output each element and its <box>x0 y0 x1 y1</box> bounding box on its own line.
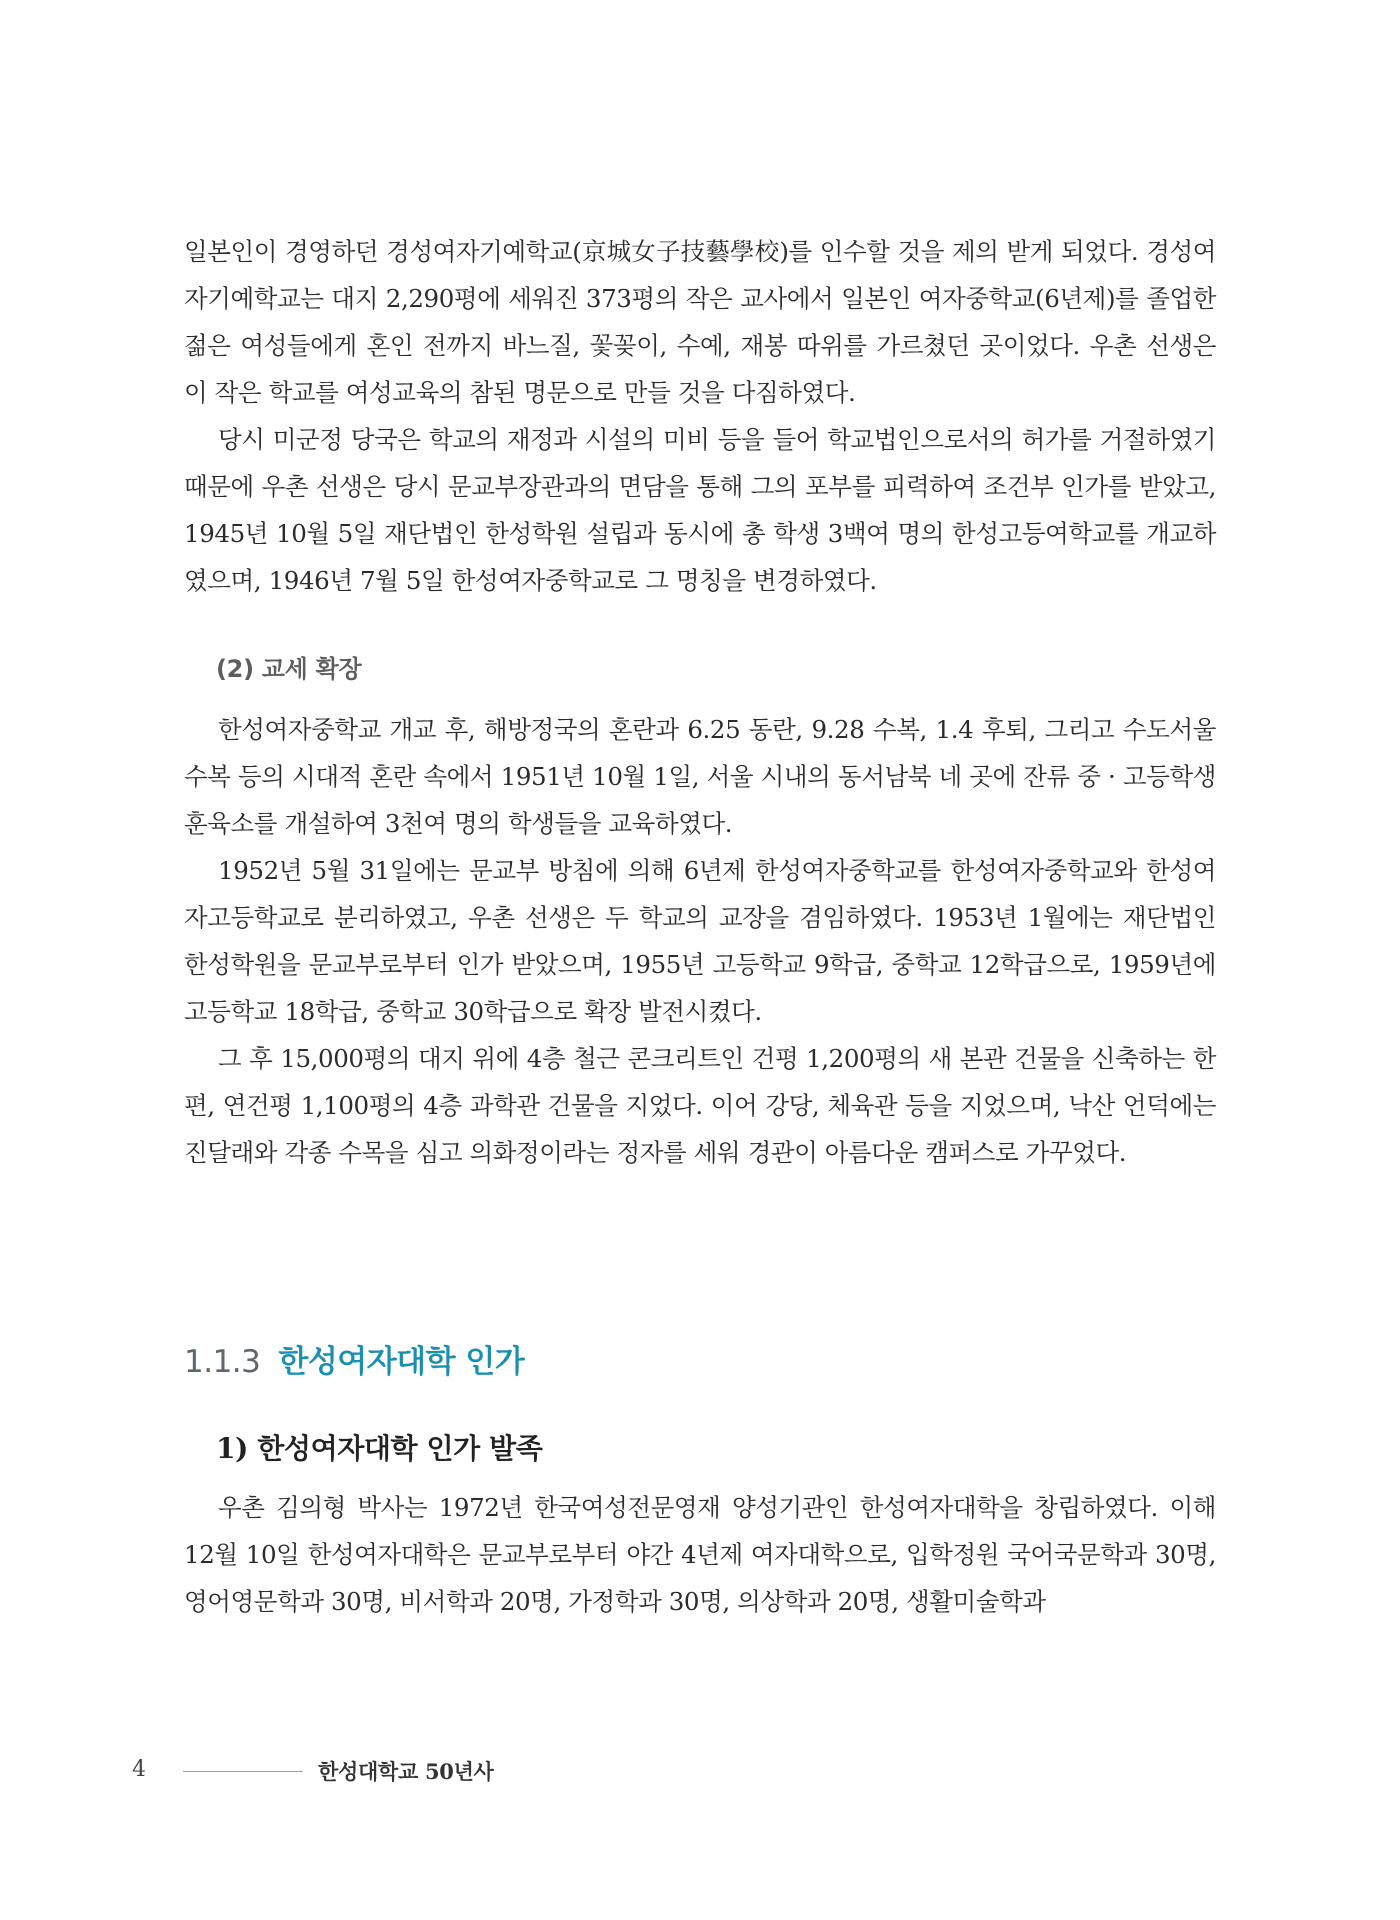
paragraph: 우촌 김의형 박사는 1972년 한국여성전문영재 양성기관인 한성여자대학을 창립하였다. 이해 12월 10일 한성여자대학은 문교부로부터 야간 4년제 여자대학으로, 입학정원 국어국문학과 30명, 영어영문학과 30명, 비서학과 20명, 가정학과 30명, 의상학과 20명, 생활미술학과 <box>184 1493 1216 1616</box>
body-text-block-1 <box>184 228 1216 604</box>
page-number: 4 <box>132 1757 146 1782</box>
section-heading <box>184 1336 524 1381</box>
body-text-block-2 <box>184 706 1216 1176</box>
subheading-approval: 1) 한성여자대학 인가 발족 <box>216 1432 543 1465</box>
paragraph: 1952년 5월 31일에는 문교부 방침에 의해 6년제 한성여자중학교를 한성여자중학교와 한성여자고등학교로 분리하였고, 우촌 선생은 두 학교의 교장을 겸임하였다. 1953년 1월에는 재단법인 한성학원을 문교부로부터 인가 받았으며, 1955년 고등학교 9학급, 중학교 12학급으로, 1959년에 고등학교 18학급, 중학교 30학급으로 확장 발전시켰다. <box>184 856 1216 1026</box>
paragraph: 한성여자중학교 개교 후, 해방정국의 혼란과 6.25 동란, 9.28 수복, 1.4 후퇴, 그리고 수도서울수복 등의 시대적 혼란 속에서 1951년 10월 1일, 서울 시내의 동서남북 네 곳에 잔류 중 · 고등학생 훈육소를 개설하여 3천여 명의 학생들을 교육하였다. <box>184 715 1216 838</box>
section-number: 1.1.3 <box>184 1344 261 1380</box>
body-text-block-3 <box>184 1484 1216 1625</box>
paragraph: 그 후 15,000평의 대지 위에 4층 철근 콘크리트인 건평 1,200평의 새 본관 건물을 신축하는 한편, 연건평 1,100평의 4층 과학관 건물을 지었다. 이어 강당, 체육관 등을 지었으며, 낙산 언덕에는 진달래와 각종 수목을 심고 의화정이라는 정자를 세워 경관이 아름다운 캠퍼스로 가꾸었다. <box>184 1044 1216 1167</box>
paragraph: 당시 미군정 당국은 학교의 재정과 시설의 미비 등을 들어 학교법인으로서의 허가를 거절하였기 때문에 우촌 선생은 당시 문교부장관과의 면담을 통해 그의 포부를 피력하여 조건부 인가를 받았고, 1945년 10월 5일 재단법인 한성학원 설립과 동시에 총 학생 3백여 명의 한성고등여학교를 개교하였으며, 1946년 7월 5일 한성여자중학교로 그 명칭을 변경하였다. <box>184 425 1216 595</box>
subheading-expansion: (2) 교세 확장 <box>216 655 362 683</box>
paragraph: 일본인이 경영하던 경성여자기예학교(京城女子技藝學校)를 인수할 것을 제의 받게 되었다. 경성여자기예학교는 대지 2,290평에 세워진 373평의 작은 교사에서 일본인 여자중학교(6년제)를 졸업한 젊은 여성들에게 혼인 전까지 바느질, 꽃꽂이, 수예, 재봉 따위를 가르쳤던 곳이었다. 우촌 선생은 이 작은 학교를 여성교육의 참된 명문으로 만들 것을 다짐하였다. <box>184 237 1216 407</box>
footer-book-title: 한성대학교 50년사 <box>318 1759 494 1784</box>
section-title: 한성여자대학 인가 <box>278 1344 525 1380</box>
footer-divider <box>183 1771 303 1772</box>
